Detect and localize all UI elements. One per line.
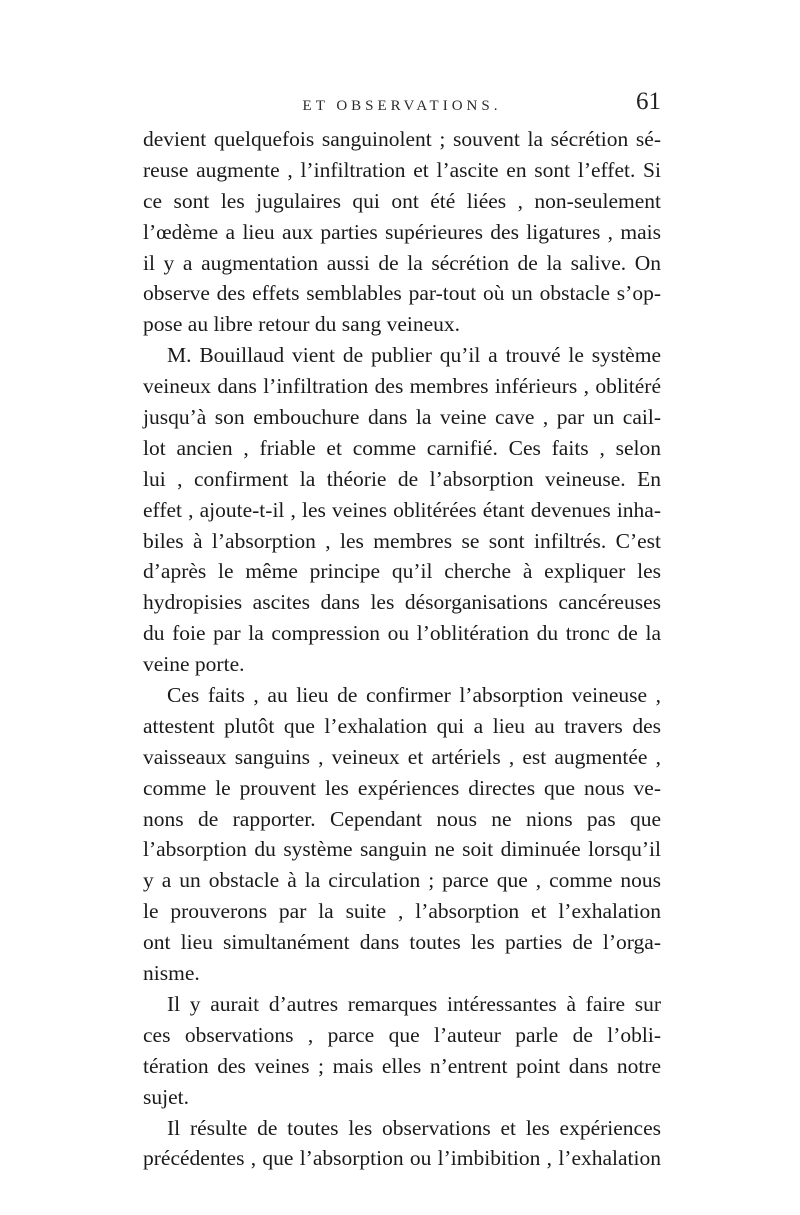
text-line: reuse augmente , l’infiltration et l’ascite en sont l’effet. Si (143, 157, 661, 182)
text-line: vaisseaux sanguins , veineux et artériels , est augmentée , (143, 744, 661, 769)
text-line: y a un obstacle à la circulation ; parce que , comme nous (143, 868, 661, 893)
text-line: jusqu’à son embouchure dans la veine cave , par un cail- (143, 405, 661, 430)
text-line: nons de rapporter. Cependant nous ne nions pas que (143, 806, 661, 831)
text-line: du foie par la compression ou l’oblitération du tronc de la (143, 621, 661, 646)
text-line: attestent plutôt que l’exhalation qui a lieu au travers des (143, 713, 661, 738)
text-line: précédentes , que l’absorption ou l’imbibition , l’exhalation (143, 1146, 661, 1171)
text-line: ce sont les jugulaires qui ont été liées , non-seulement (143, 188, 661, 213)
text-line: veine porte. (143, 652, 245, 677)
text-line: sujet. (143, 1084, 189, 1109)
running-title: ET OBSERVATIONS. (302, 98, 502, 114)
text-line: M. Bouillaud vient de publier qu’il a trouvé le système (167, 343, 661, 368)
text-line: le prouverons par la suite , l’absorption et l’exhalation (143, 899, 661, 924)
text-line: ont lieu simultanément dans toutes les parties de l’orga- (143, 930, 661, 955)
text-line: Il résulte de toutes les observations et les expériences (167, 1115, 661, 1140)
text-line: nisme. (143, 961, 200, 986)
text-line: effet , ajoute-t-il , les veines oblitérées étant devenues inha- (143, 497, 661, 522)
running-head (143, 88, 661, 128)
text-line: biles à l’absorption , les membres se sont infiltrés. C’est (143, 528, 661, 553)
text-line: hydropisies ascites dans les désorganisations cancéreuses (143, 590, 661, 615)
text-line: lui , confirment la théorie de l’absorption veineuse. En (143, 466, 661, 491)
text-line: l’absorption du système sanguin ne soit diminuée lorsqu’il (143, 837, 661, 862)
text-line: il y a augmentation aussi de la sécrétion de la salive. On (143, 250, 661, 275)
text-line: observe des effets semblables par-tout où un obstacle s’op- (143, 281, 661, 306)
text-line: ces observations , parce que l’auteur parle de l’obli- (143, 1022, 661, 1047)
body-text (143, 124, 661, 1174)
text-line: pose au libre retour du sang veineux. (143, 312, 461, 337)
text-line: l’œdème a lieu aux parties supérieures des ligatures , mais (143, 219, 661, 244)
text-line: d’après le même principe qu’il cherche à expliquer les (143, 559, 661, 584)
page-number: 61 (636, 88, 661, 115)
text-line: veineux dans l’infiltration des membres inférieurs , oblitéré (143, 374, 661, 399)
text-line: comme le prouvent les expériences directes que nous ve- (143, 775, 661, 800)
text-line: Il y aurait d’autres remarques intéressantes à faire sur (167, 991, 661, 1016)
text-line: lot ancien , friable et comme carnifié. Ces faits , selon (143, 435, 661, 460)
text-line: Ces faits , au lieu de confirmer l’absorption veineuse , (167, 683, 661, 708)
text-line: tération des veines ; mais elles n’entrent point dans notre (143, 1053, 661, 1078)
text-line: devient quelquefois sanguinolent ; souvent la sécrétion sé- (143, 127, 661, 151)
